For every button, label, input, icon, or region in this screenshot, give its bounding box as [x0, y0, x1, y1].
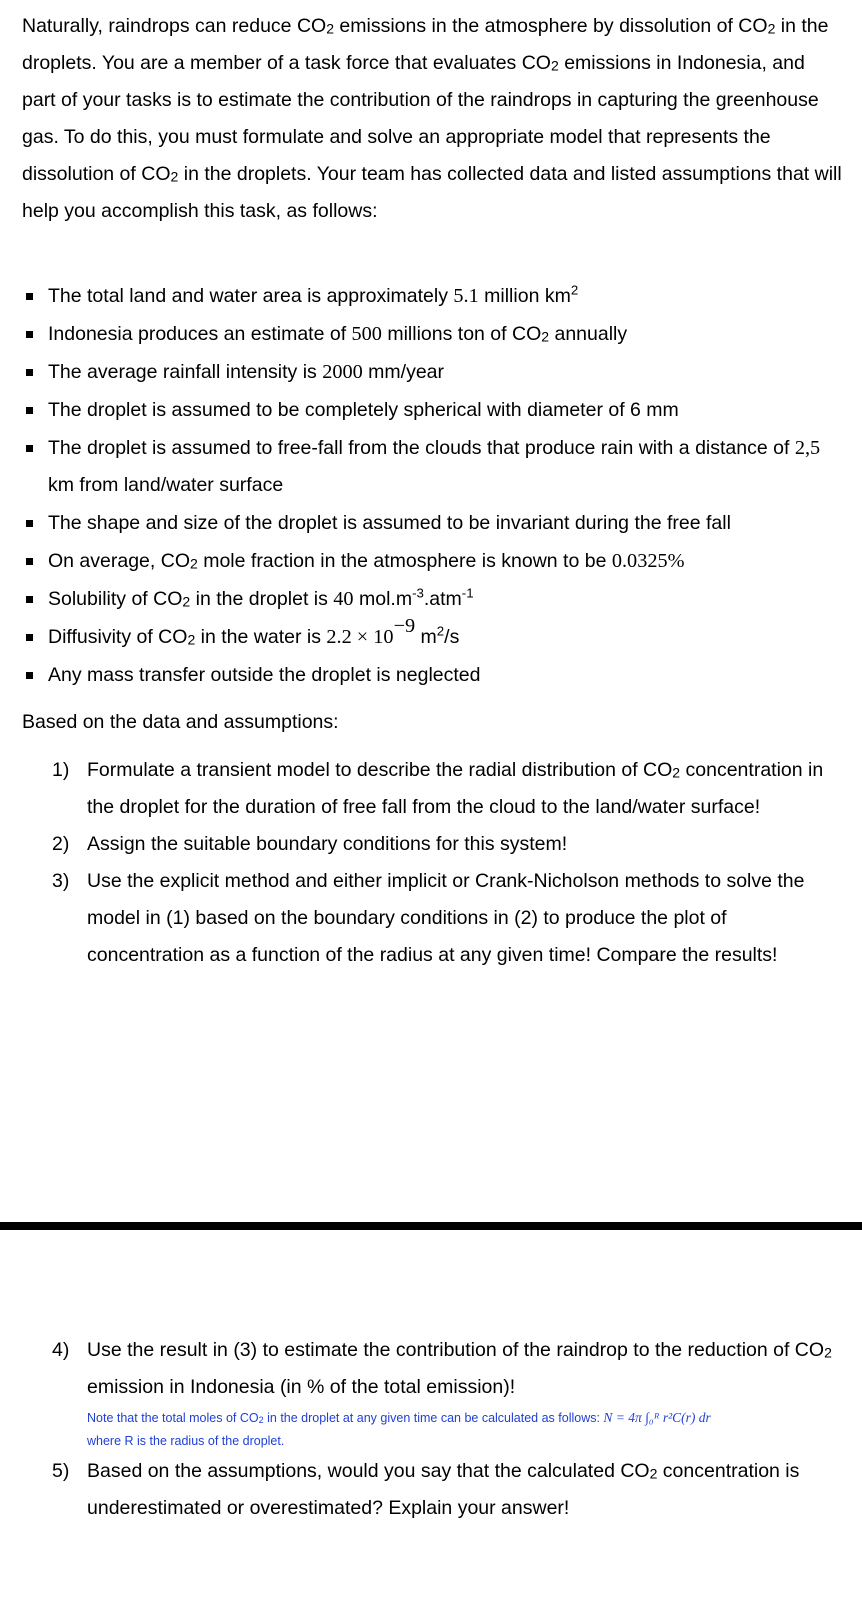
assumption-text: The droplet is assumed to be completely spherical with diameter of 6 mm — [48, 399, 679, 421]
assumption-item — [22, 581, 842, 618]
superscript: 2 — [436, 623, 445, 639]
intro-text: emissions in Indonesia, and part of your tasks is to estimate the contribution of the raindrops in capturing the greenhouse gas. To do this, you must formulate and solve an appropriate model that represents the dissolution of CO — [22, 52, 819, 185]
task-number: 3) — [52, 870, 70, 892]
assumption-number: 5.1 — [453, 285, 479, 307]
subscript: 2 — [258, 1415, 264, 1426]
assumption-text: Solubility of CO — [48, 588, 183, 610]
assumption-item — [22, 316, 842, 353]
task-text: Use the result in (3) to estimate the contribution of the raindrop to the reduction of CO — [87, 1339, 825, 1361]
task-item-2 — [52, 826, 842, 863]
subscript: 2 — [326, 20, 335, 37]
task-text: Based on the assumptions, would you say that the calculated CO — [87, 1460, 650, 1482]
task-number: 5) — [52, 1460, 70, 1482]
assumption-number: 2000 — [322, 361, 363, 383]
assumption-text: The total land and water area is approximately — [48, 285, 454, 307]
assumption-item — [22, 392, 842, 429]
intro-text: in the droplets. You are a member of a task force that evaluates CO — [22, 15, 829, 74]
assumption-text: in the droplet is — [190, 588, 334, 610]
task-item-5 — [52, 1453, 842, 1527]
intro-text: in the droplets. Your team has collected data and listed assumptions that will help you accomplish this task, as follows: — [22, 163, 842, 222]
intro-paragraph — [22, 8, 842, 230]
assumption-text: millions ton of CO — [381, 323, 542, 345]
assumption-text: million km — [478, 285, 571, 307]
intro-text: emissions in the atmosphere by dissolution of CO — [334, 15, 768, 37]
task-list-part-1 — [52, 752, 842, 974]
task-text: Assign the suitable boundary conditions for this system! — [87, 833, 568, 855]
assumption-text: .atm — [423, 588, 462, 610]
task-item-3 — [52, 863, 842, 974]
subscript: 2 — [541, 328, 550, 345]
assumption-number: 2,5 — [794, 437, 821, 459]
assumption-number: 0.0325% — [611, 550, 685, 572]
task-text: Formulate a transient model to describe the radial distribution of CO — [87, 759, 673, 781]
task-text: concentration is underestimated or overestimated? Explain your answer! — [87, 1460, 800, 1519]
subscript: 2 — [767, 20, 776, 37]
subscript: 2 — [170, 168, 179, 185]
subscript: 2 — [182, 593, 191, 610]
intro-text: Naturally, raindrops can reduce CO — [22, 15, 327, 37]
assumption-item — [22, 354, 842, 391]
superscript: 2 — [570, 282, 579, 298]
assumption-text: The shape and size of the droplet is assumed to be invariant during the free fall — [48, 512, 731, 534]
task-text: emission in Indonesia (in % of the total emission)! — [87, 1376, 516, 1398]
task-text: Use the explicit method and either implicit or Crank-Nicholson methods to solve the model in (1) based on the boundary conditions in (2) to produce the plot of concentration as a function of the radius at any given time! Compare the results! — [87, 870, 805, 966]
task-list-part-2 — [52, 1332, 842, 1527]
note-text: in the droplet at any given time can be calculated as follows: — [263, 1411, 604, 1425]
assumption-text: mol.m — [353, 588, 413, 610]
task-text: concentration in the droplet for the duration of free fall from the cloud to the land/water surface! — [87, 759, 824, 818]
superscript: -1 — [461, 585, 474, 601]
assumption-text: mm/year — [362, 361, 445, 383]
assumption-text: The average rainfall intensity is — [48, 361, 323, 383]
assumption-text: Diffusivity of CO — [48, 626, 188, 648]
assumption-item — [22, 543, 842, 580]
assumption-number: 40 — [333, 588, 354, 610]
assumption-item — [22, 430, 842, 504]
task-number: 2) — [52, 833, 70, 855]
assumption-text: Any mass transfer outside the droplet is neglected — [48, 664, 481, 686]
note-text: Note that the total moles of CO — [87, 1411, 259, 1425]
superscript: −9 — [393, 614, 416, 637]
note-hint — [87, 1406, 842, 1453]
task-item-4 — [52, 1332, 842, 1453]
assumptions-list — [22, 278, 842, 695]
based-on-heading: Based on the data and assumptions: — [22, 711, 339, 733]
assumption-text: /s — [444, 626, 460, 648]
subscript: 2 — [824, 1344, 832, 1361]
task-item-1 — [52, 752, 842, 826]
subscript: 2 — [672, 764, 681, 781]
assumption-item — [22, 278, 842, 315]
note-text: where R is the radius of the droplet. — [87, 1434, 285, 1448]
subscript: 2 — [550, 57, 559, 74]
task-number: 4) — [52, 1339, 70, 1361]
assumption-text: The droplet is assumed to free-fall from the clouds that produce rain with a distance of — [48, 437, 795, 459]
assumption-item — [22, 614, 842, 656]
assumption-item — [22, 657, 842, 694]
subscript: 2 — [187, 631, 196, 648]
assumption-text: annually — [549, 323, 628, 345]
assumption-number: 2.2 × 10 — [326, 626, 394, 648]
page-divider — [0, 1222, 862, 1230]
assumption-text: mole fraction in the atmosphere is known to be — [197, 550, 612, 572]
assumption-text: in the water is — [195, 626, 327, 648]
subscript: 2 — [649, 1465, 658, 1482]
assumption-text: Indonesia produces an estimate of — [48, 323, 352, 345]
subscript: 2 — [189, 555, 198, 572]
task-number: 1) — [52, 759, 70, 781]
assumption-text: On average, CO — [48, 550, 190, 572]
assumption-number: 500 — [351, 323, 382, 345]
assumption-text: m — [415, 626, 437, 648]
integral-formula: N = 4π ∫₀ᴿ r²C(r) dr — [603, 1410, 711, 1425]
assumption-item — [22, 505, 842, 542]
assumption-text: km from land/water surface — [48, 474, 284, 496]
superscript: -3 — [412, 585, 424, 601]
